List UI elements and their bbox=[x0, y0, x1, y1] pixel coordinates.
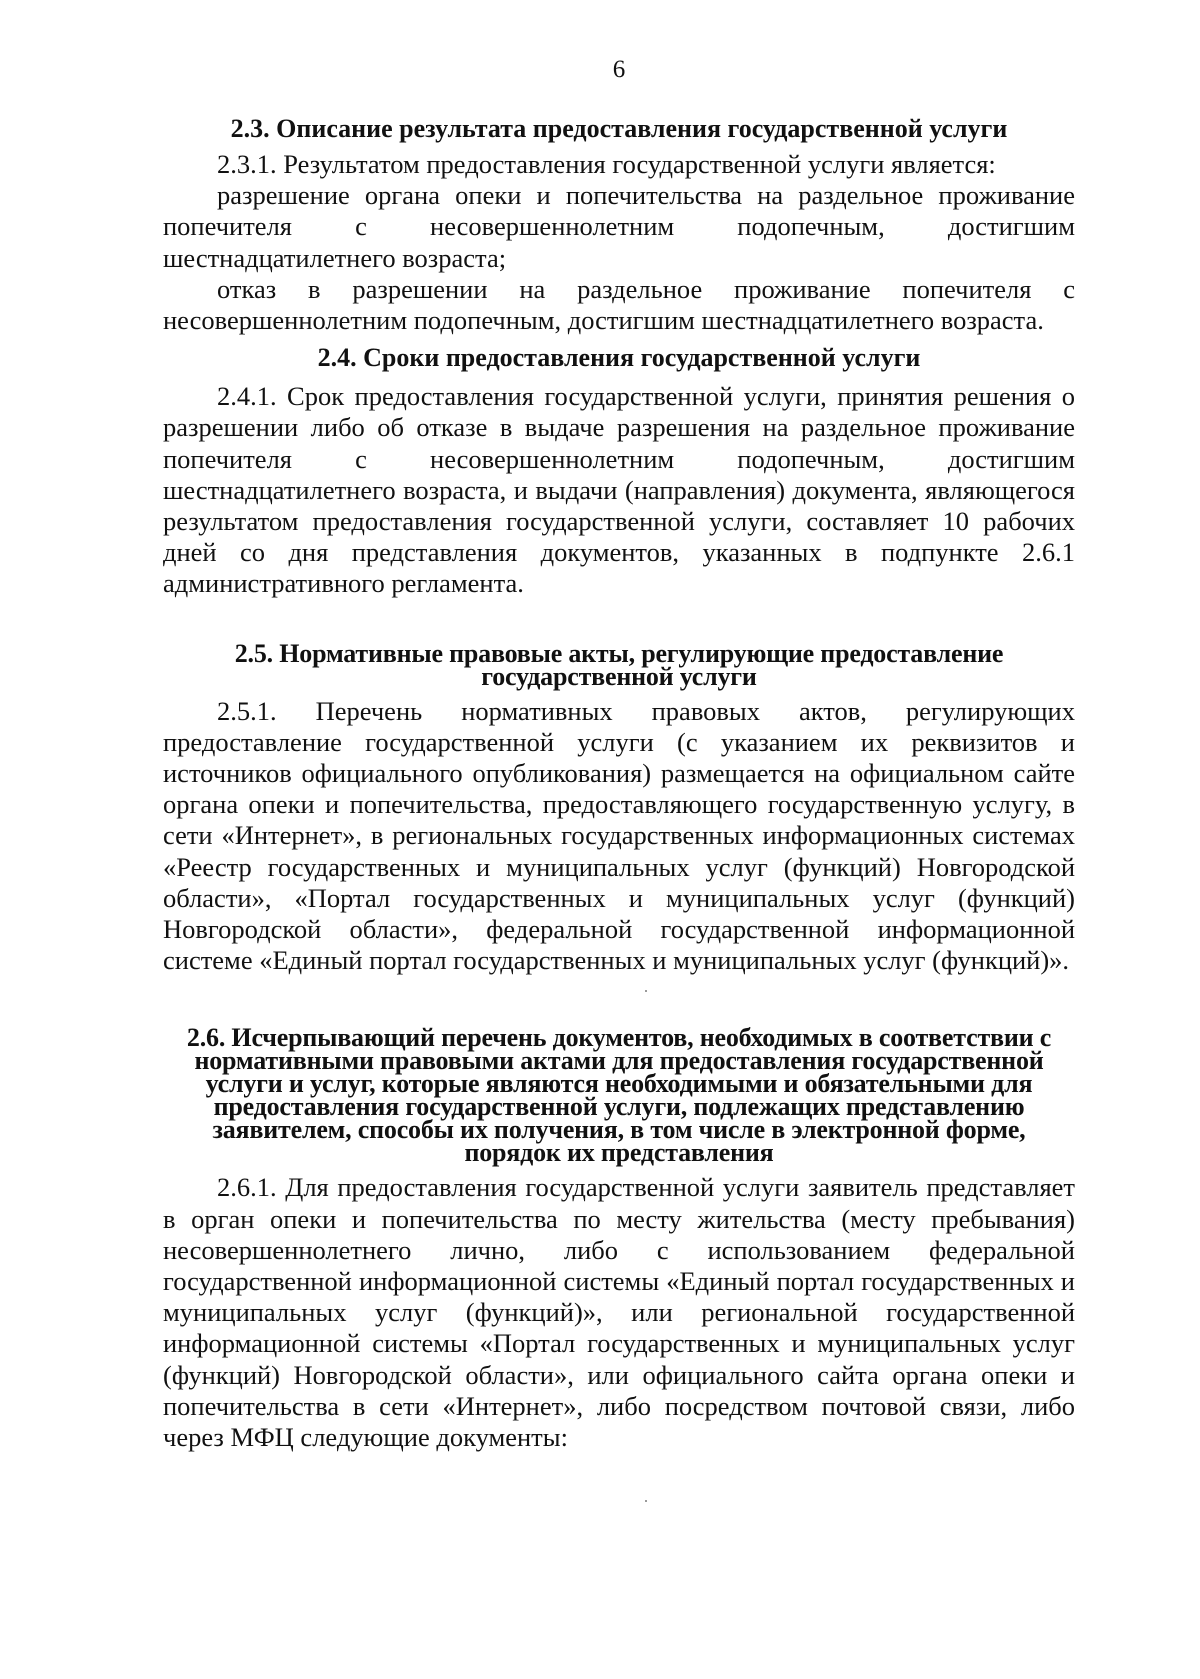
paragraph-2-5-1: 2.5.1. Перечень нормативных правовых актов, регулирующих предоставление государственной услуги (с указанием их реквизитов и источников официального опубликования) размещается на официальном сайте органа опеки и попечительства, предоставляющего государственную услугу, в сети «Интернет», в региональных государственных информационных системах «Реестр государственных и муниципальных услуг (функций) Новгородской области», «Портал государственных и муниципальных услуг (функций) Новгородской области», федеральной государственной информационной системе «Единый портал государственных и муниципальных услуг (функций)». bbox=[163, 695, 1075, 976]
paragraph-2-4-1: 2.4.1. Срок предоставления государственной услуги, принятия решения о разрешении либо об отказе в выдаче разрешения на раздельное проживание попечителя с несовершеннолетним подопечным, достигшим шестнадцатилетнего возраста, и выдачи (направления) документа, являющегося результатом предоставления государственной услуги, составляет 10 рабочих дней со дня представления документов, указанных в подпункте 2.6.1 административного регламента. bbox=[163, 381, 1075, 599]
scan-speck bbox=[645, 1500, 647, 1502]
paragraph-2-3-permission: разрешение органа опеки и попечительства на раздельное проживание попечителя с несовершеннолетним подопечным, достигшим шестнадцатилетнего возраста; bbox=[163, 180, 1075, 273]
page-number: 6 bbox=[612, 56, 626, 83]
section-heading-2-5: 2.5. Нормативные правовые акты, регулирующие предоставление государственной услуги bbox=[234, 638, 1004, 691]
section-heading-2-3: 2.3. Описание результата предоставления государственной услуги bbox=[230, 114, 1008, 143]
scan-speck bbox=[645, 990, 647, 992]
paragraph-2-6-1: 2.6.1. Для предоставления государственной услуги заявитель представляет в орган опеки и попечительства по месту жительства (месту пребывания) несовершеннолетнего лично, либо с использованием федеральной государственной информационной системы «Единый портал государственных и муниципальных услуг (функций)», или региональной государственной информационной системы «Портал государственных и муниципальных услуг (функций) Новгородской области», или официального сайта органа опеки и попечительства в сети «Интернет», либо посредством почтовой связи, либо через МФЦ следующие документы: bbox=[163, 1172, 1075, 1453]
document-page bbox=[163, 55, 1075, 1453]
paragraph-2-3-refusal: отказ в разрешении на раздельное проживание попечителя с несовершеннолетним подопечным, достигшим шестнадцатилетнего возраста. bbox=[163, 273, 1075, 336]
paragraph-2-3-1: 2.3.1. Результатом предоставления государственной услуги является: bbox=[217, 149, 996, 179]
section-heading-2-4: 2.4. Сроки предоставления государственной услуги bbox=[317, 343, 921, 373]
section-heading-2-6: 2.6. Исчерпывающий перечень документов, необходимых в соответствии с нормативными правовыми актами для предоставления государственной услуги и услуг, которые являются необходимыми и обязательными для предоставления государственной услуги, подлежащих представлению заявителем, способы их получения, в том числе в электронной форме, порядок их представления bbox=[186, 1023, 1052, 1168]
